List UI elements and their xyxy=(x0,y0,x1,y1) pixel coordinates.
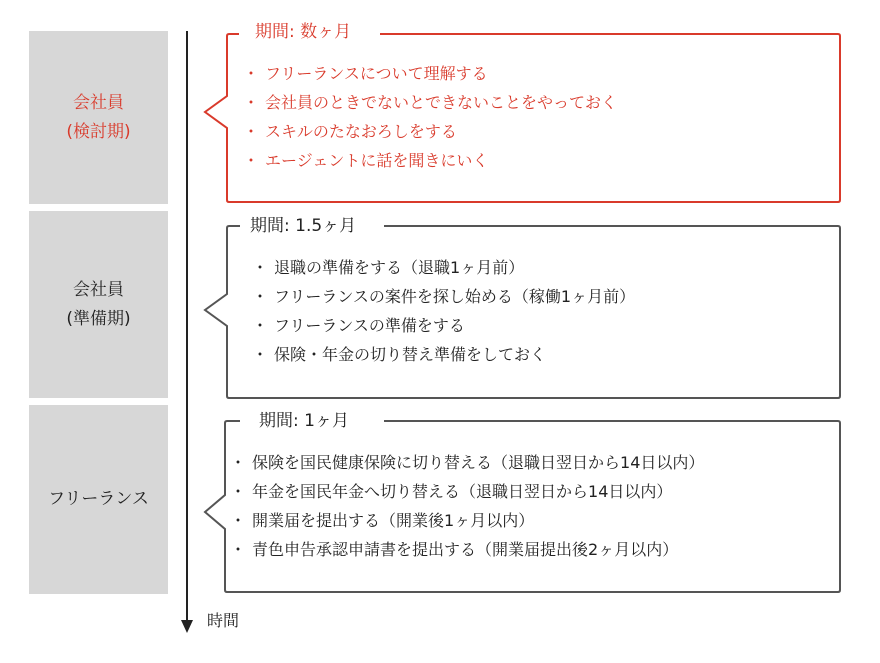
list-item: ・ 会社員のときでないとできないことをやっておく xyxy=(243,88,617,117)
list-item: ・ スキルのたなおろしをする xyxy=(243,117,617,146)
period-label-freelance: 期間: 1ヶ月 xyxy=(253,410,355,432)
task-list-freelance xyxy=(230,448,704,564)
time-axis-label: 時間 xyxy=(207,611,240,630)
period-label-preparation: 期間: 1.5ヶ月 xyxy=(244,215,362,237)
list-item: ・ 年金を国民年金へ切り替える（退職日翌日から14日以内） xyxy=(230,477,704,506)
stage-name-line1: 会社員 xyxy=(72,279,124,300)
list-item: ・ 退職の準備をする（退職1ヶ月前） xyxy=(252,253,635,282)
list-item: ・ 青色申告承認申請書を提出する（開業届提出後2ヶ月以内） xyxy=(230,535,704,564)
stage-name-line2: (検討期) xyxy=(66,121,131,142)
list-item: ・ フリーランスについて理解する xyxy=(243,59,617,88)
task-list-preparation xyxy=(252,253,635,369)
list-item: ・ 保険・年金の切り替え準備をしておく xyxy=(252,340,635,369)
stage-name-line1: 会社員 xyxy=(72,92,124,113)
list-item: ・ 保険を国民健康保険に切り替える（退職日翌日から14日以内） xyxy=(230,448,704,477)
period-label-consideration: 期間: 数ヶ月 xyxy=(249,21,357,43)
stage-name-line1: フリーランス xyxy=(48,489,149,510)
stage-name-line2: (準備期) xyxy=(66,308,131,329)
task-list-consideration xyxy=(243,59,617,175)
list-item: ・ エージェントに話を聞きにいく xyxy=(243,146,617,175)
list-item: ・ フリーランスの準備をする xyxy=(252,311,635,340)
list-item: ・ 開業届を提出する（開業後1ヶ月以内） xyxy=(230,506,704,535)
list-item: ・ フリーランスの案件を探し始める（稼働1ヶ月前） xyxy=(252,282,635,311)
time-axis-arrowhead xyxy=(181,620,193,633)
